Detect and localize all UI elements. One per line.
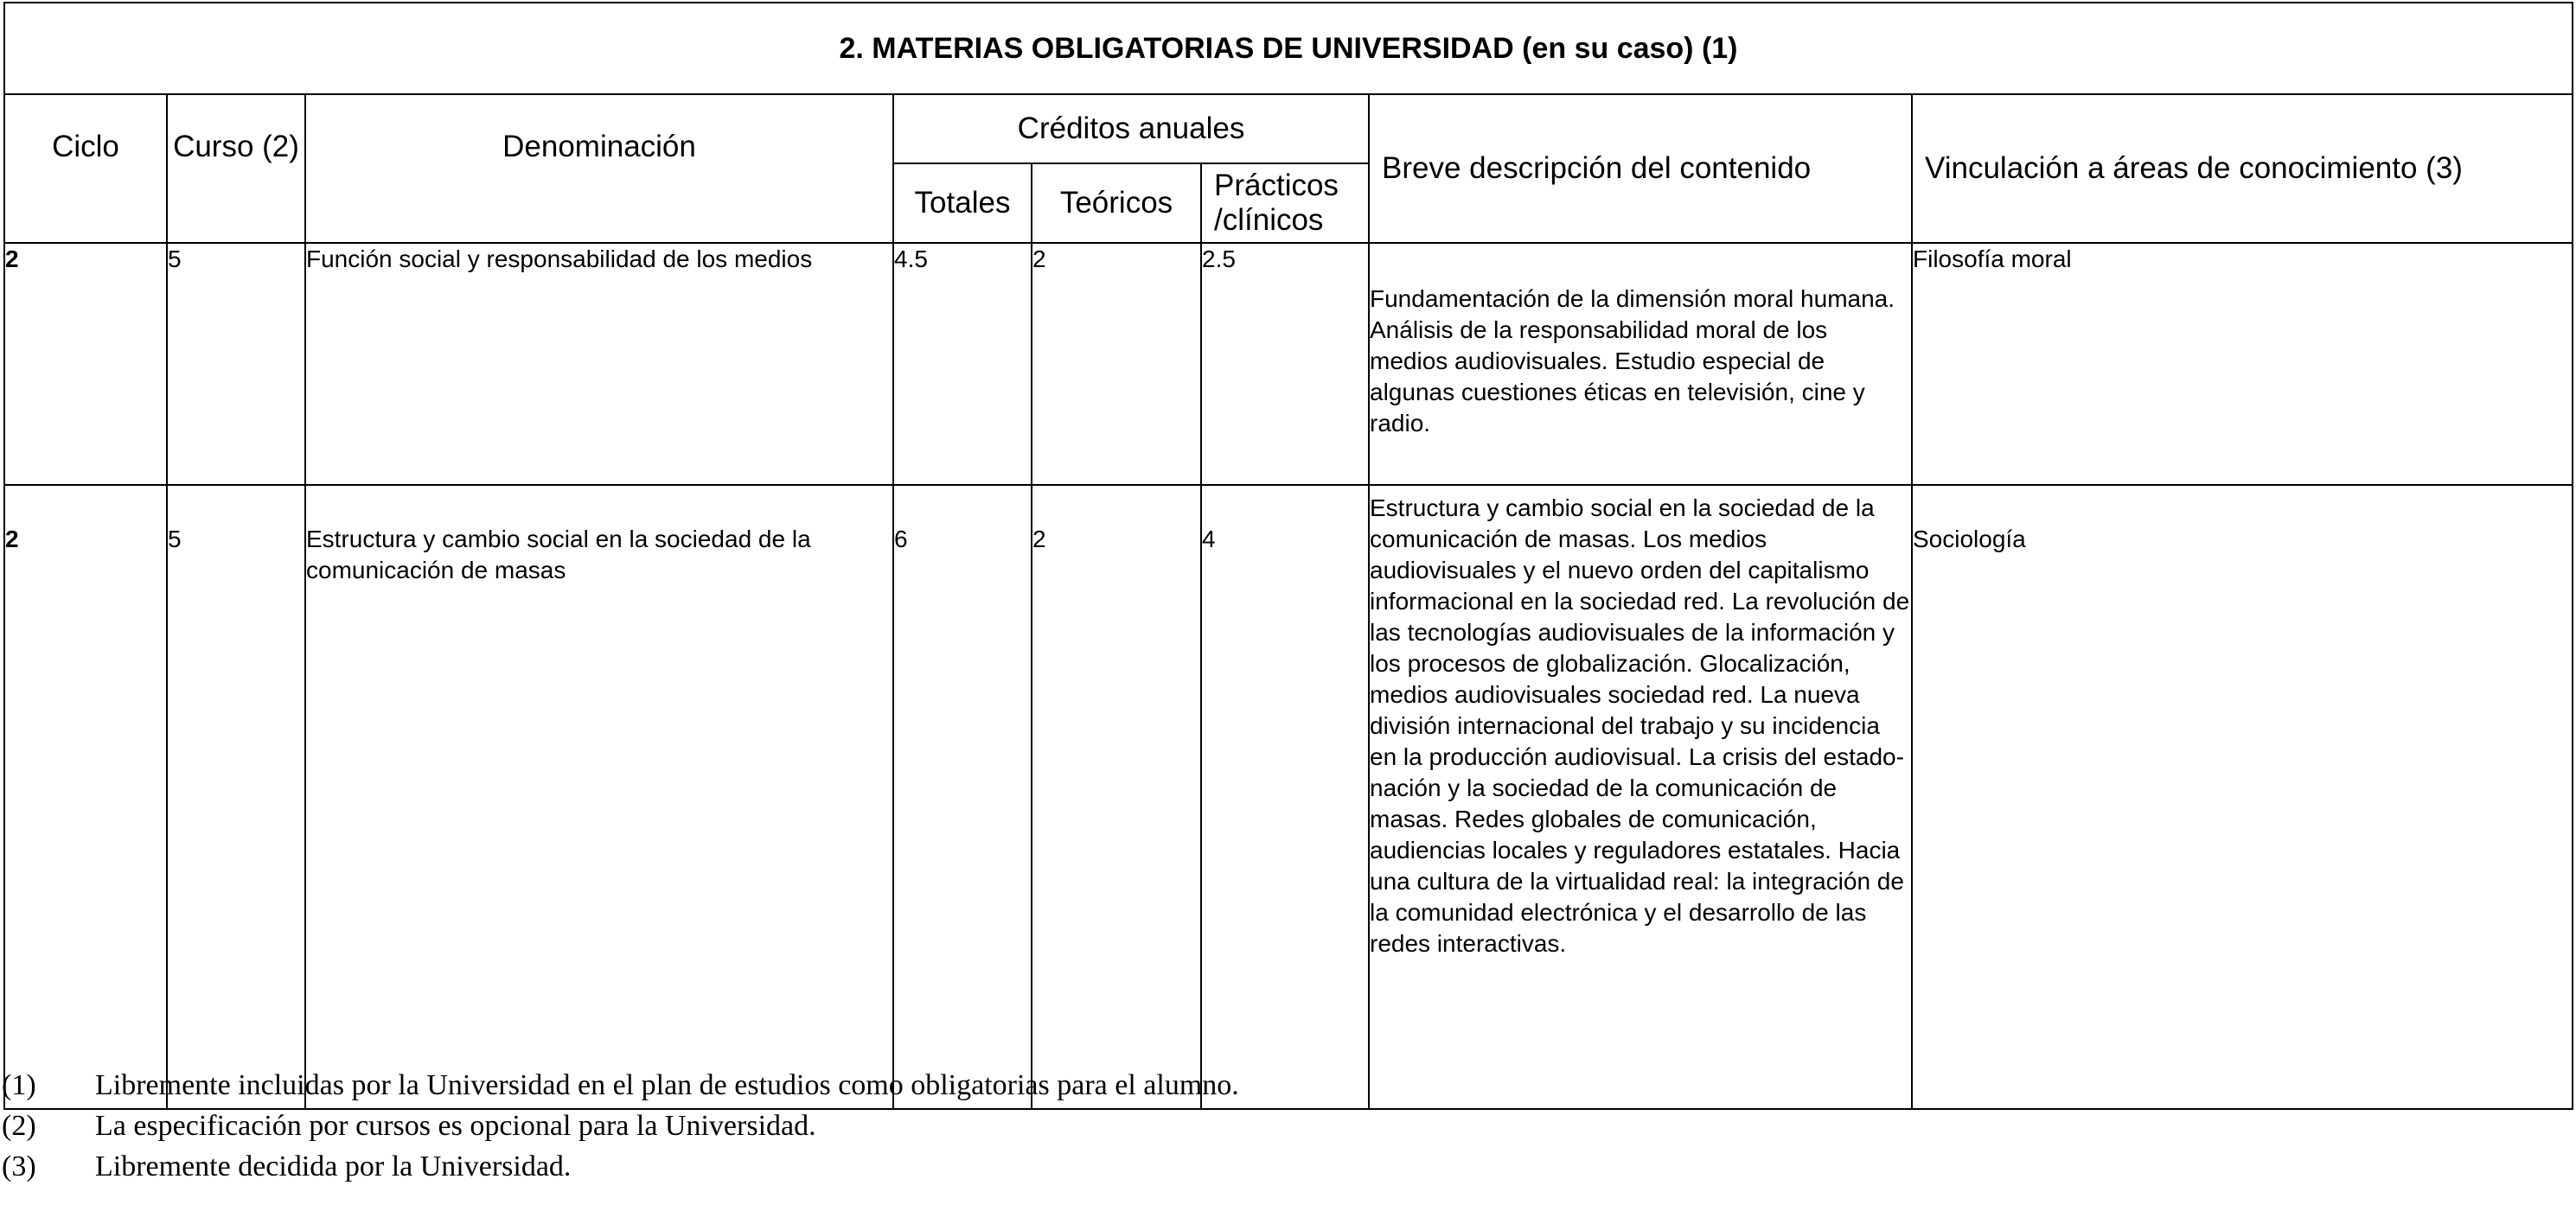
footnote — [0, 1146, 1239, 1187]
footnote-text: Libremente decidida por la Universidad. — [95, 1150, 572, 1182]
footnotes — [0, 1065, 1239, 1187]
cell-practicos: 4 — [1201, 485, 1369, 1109]
header-descripcion: Breve descripción del contenido — [1369, 94, 1912, 243]
subjects-table — [3, 2, 2573, 1110]
cell-vinculacion: Sociología — [1912, 485, 2573, 1109]
cell-practicos: 2.5 — [1201, 243, 1369, 485]
footnote — [0, 1065, 1239, 1106]
cell-curso: 5 — [167, 243, 305, 485]
cell-totales: 6 — [893, 485, 1032, 1109]
cell-vinculacion: Filosofía moral — [1912, 243, 2573, 485]
footnote — [0, 1106, 1239, 1146]
table-title: 2. MATERIAS OBLIGATORIAS DE UNIVERSIDAD (en su caso) (1) — [4, 3, 2573, 94]
cell-curso: 5 — [167, 485, 305, 1109]
footnote-number: (2) — [2, 1110, 36, 1142]
cell-totales: 4.5 — [893, 243, 1032, 485]
cell-ciclo: 2 — [4, 243, 167, 485]
footnote-text: La especificación por cursos es opcional para la Universidad. — [95, 1110, 816, 1142]
footnote-number: (3) — [2, 1150, 36, 1182]
cell-ciclo: 2 — [4, 485, 167, 1109]
header-teoricos: Teóricos — [1032, 163, 1201, 243]
cell-teoricos: 2 — [1032, 243, 1201, 485]
table-row — [4, 243, 2573, 485]
header-practicos: Prácticos /clínicos — [1201, 163, 1369, 243]
cell-descripcion: Fundamentación de la dimensión moral humana. Análisis de la responsabilidad moral de los medios audiovisuales. Estudio especial de algunas cuestiones éticas en televisión, cine y radio. — [1369, 243, 1912, 485]
footnote-text: Libremente incluidas por la Universidad en el plan de estudios como obligatorias para el alumno. — [95, 1069, 1239, 1101]
header-ciclo: Ciclo — [4, 94, 167, 243]
header-vinculacion: Vinculación a áreas de conocimiento (3) — [1912, 94, 2573, 243]
header-denominacion: Denominación — [305, 94, 893, 243]
header-curso: Curso (2) — [167, 94, 305, 243]
table-row — [4, 485, 2573, 1109]
header-creditos-anuales: Créditos anuales — [893, 94, 1369, 163]
header-totales: Totales — [893, 163, 1032, 243]
cell-descripcion: Estructura y cambio social en la sociedad de la comunicación de masas. Los medios audiovisuales y el nuevo orden del capitalismo informacional en la sociedad red. La revolución de las tecnologías audiovisuales de la información y los procesos de globalización. Glocalización, medios audiovisuales sociedad red. La nueva división internacional del trabajo y su incidencia en la producción audiovisual. La crisis del estado-nación y la sociedad de la comunicación de masas. Redes globales de comunicación, audiencias locales y reguladores estatales. Hacia una cultura de la virtualidad real: la integración de la comunidad electrónica y el desarrollo de las redes interactivas. — [1369, 485, 1912, 1109]
cell-denominacion: Función social y responsabilidad de los medios — [305, 243, 893, 485]
footnote-number: (1) — [2, 1069, 36, 1101]
cell-denominacion: Estructura y cambio social en la sociedad de la comunicación de masas — [305, 485, 893, 1109]
cell-teoricos: 2 — [1032, 485, 1201, 1109]
